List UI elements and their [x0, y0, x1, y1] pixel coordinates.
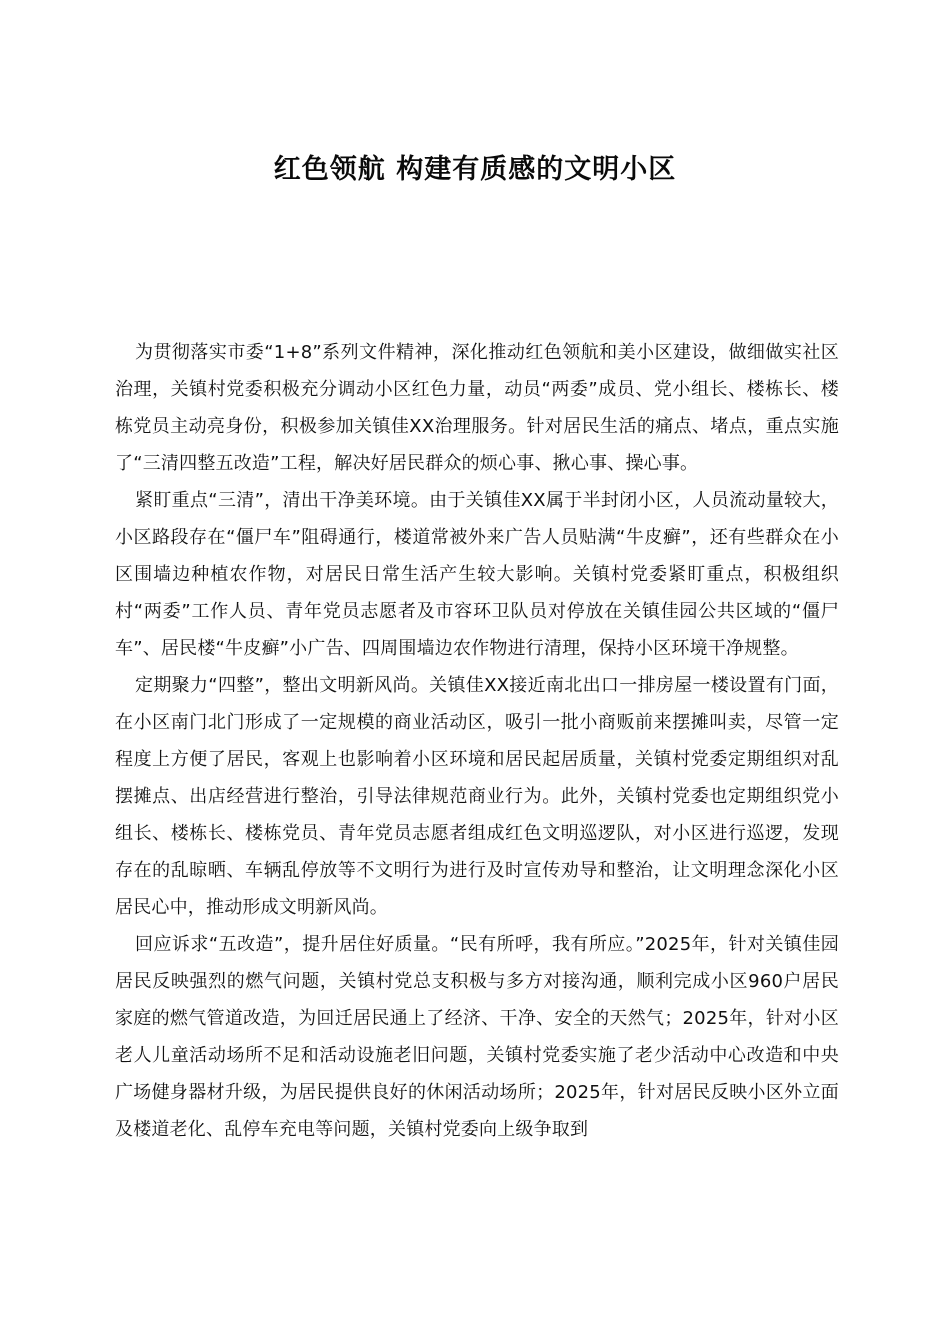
document-body — [115, 334, 839, 1148]
paragraph-intro: 为贯彻落实市委“1+8”系列文件精神，深化推动红色领航和美小区建设，做细做实社区治理，关镇村党委积极充分调动小区红色力量，动员“两委”成员、党小组长、楼栋长、楼栋党员主动亮身份，积极参加关镇佳XX治理服务。针对居民生活的痛点、堵点，重点实施了“三清四整五改造”工程，解决好居民群众的烦心事、揪心事、操心事。 — [115, 342, 839, 474]
document-title: 红色领航 构建有质感的文明小区 — [273, 154, 677, 186]
paragraph-three-cleanups: 紧盯重点“三清”，清出干净美环境。由于关镇佳XX属于半封闭小区，人员流动量较大，小区路段存在“僵尸车”阻碍通行，楼道常被外来广告人员贴满“牛皮癣”，还有些群众在小区围墙边种植农作物，对居民日常生活产生较大影响。关镇村党委紧盯重点，积极组织村“两委”工作人员、青年党员志愿者及市容环卫队员对停放在关镇佳园公共区域的“僵尸车”、居民楼“牛皮癣”小广告、四周围墙边农作物进行清理，保持小区环境干净规整。 — [115, 490, 839, 659]
paragraph-four-rectifications: 定期聚力“四整”，整出文明新风尚。关镇佳XX接近南北出口一排房屋一楼设置有门面，在小区南门北门形成了一定规模的商业活动区，吸引一批小商贩前来摆摊叫卖，尽管一定程度上方便了居民，客观上也影响着小区环境和居民起居质量，关镇村党委定期组织对乱摆摊点、出店经营进行整治，引导法律规范商业行为。此外，关镇村党委也定期组织党小组长、楼栋长、楼栋党员、青年党员志愿者组成红色文明巡逻队，对小区进行巡逻，发现存在的乱晾晒、车辆乱停放等不文明行为进行及时宣传劝导和整治，让文明理念深化小区居民心中，推动形成文明新风尚。 — [115, 675, 839, 918]
paragraph-five-renovations: 回应诉求“五改造”，提升居住好质量。“民有所呼，我有所应。”2025年，针对关镇佳园居民反映强烈的燃气问题，关镇村党总支积极与多方对接沟通，顺利完成小区960户居民家庭的燃气管道改造，为回迁居民通上了经济、干净、安全的天然气；2025年，针对小区老人儿童活动场所不足和活动设施老旧问题，关镇村党委实施了老少活动中心改造和中央广场健身器材升级，为居民提供良好的休闲活动场所；2025年，针对居民反映小区外立面及楼道老化、乱停车充电等问题，关镇村党委向上级争取到 — [115, 934, 839, 1140]
